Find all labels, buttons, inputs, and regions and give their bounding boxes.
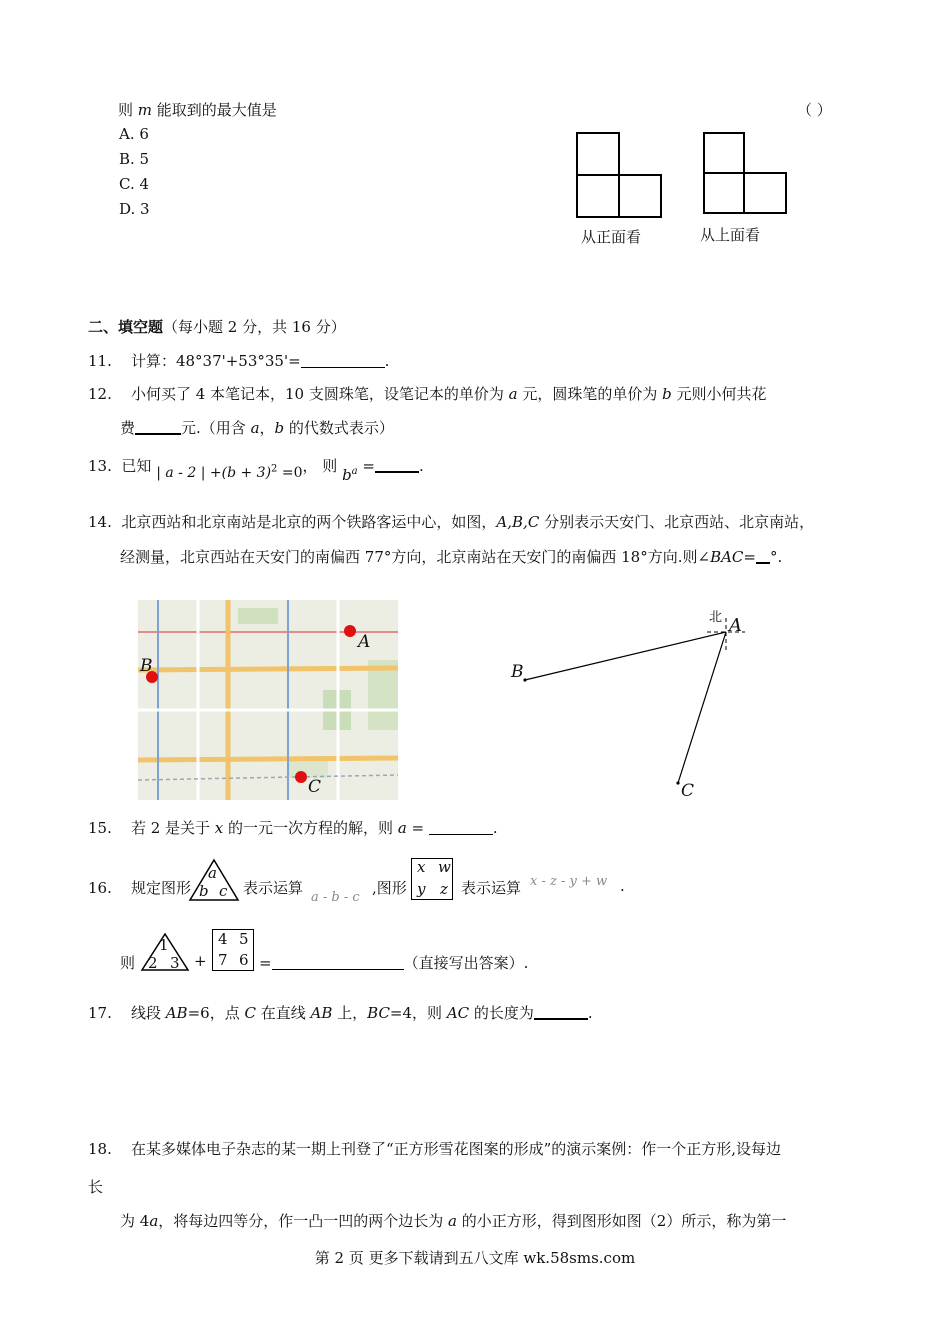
q14-line2: 经测量，北京西站在天安门的南偏西 77°方向，北京南站在天安门的南偏西 18°方向.则∠BAC= °.: [120, 548, 783, 566]
top-view-label: 从上面看: [700, 226, 761, 244]
diagram-label-a: A: [729, 615, 742, 636]
q11: 11. 计算：48°37'+53°35'= .: [88, 352, 390, 370]
q12-line1: 12. 小何买了 4 本笔记本，10 支圆珠笔，设笔记本的单价为 a 元，圆珠笔的单价为 b 元则小何共花: [88, 385, 767, 403]
map-label-b: B: [140, 656, 153, 676]
q16-op2: x - z - y + w: [530, 874, 608, 889]
beijing-map: [138, 600, 398, 800]
q16-line2-then: 则: [120, 954, 136, 972]
q16-op1-label: 表示运算: [243, 879, 304, 897]
tri-br: c: [219, 882, 228, 900]
q13: 13. 已知 | a - 2 | $+(b + 3)^2 =0$， 则 $b^a$ = .: [88, 457, 424, 484]
page-footer: 第 2 页 更多下载请到五八文库 wk.58sms.com: [314, 1249, 636, 1267]
sq-bl: y: [417, 880, 426, 898]
section-title: 二、填空题（每小题 2 分，共 16 分）: [88, 318, 346, 336]
map-label-a: A: [358, 632, 371, 652]
option-a: A. 6: [119, 125, 149, 143]
diagram-north: 北: [709, 610, 723, 625]
q18-line2: 长: [88, 1178, 104, 1196]
map-drawing: [138, 600, 398, 800]
t2-br: 3: [170, 954, 180, 972]
map-label-c: C: [308, 777, 322, 797]
diagram-label-c: C: [681, 781, 695, 801]
s2-tl: 4: [218, 930, 228, 948]
plus-sign: +: [194, 952, 207, 970]
q15: 15. 若 2 是关于 x 的一元一次方程的解，则 a = .: [88, 819, 498, 837]
option-c: C. 4: [119, 175, 150, 193]
t2-bl: 2: [148, 954, 158, 972]
q16-op2-label: 表示运算: [461, 879, 522, 897]
q18-line3: 为 4a，将每边四等分，作一凸一凹的两个边长为 a 的小正方形，得到图形如图（2）所示，称为第一: [120, 1212, 787, 1230]
sq-tr: w: [438, 858, 451, 876]
s2-bl: 7: [218, 951, 228, 969]
s2-br: 6: [239, 951, 249, 969]
q16-line2-answer: = （直接写出答案）.: [259, 954, 529, 972]
front-view-label: 从正面看: [581, 228, 642, 246]
s2-tr: 5: [239, 930, 249, 948]
q18-line1: 18. 在某多媒体电子杂志的某一期上刊登了“正方形雪花图案的形成”的演示案例：作一个正方形,设每边: [88, 1140, 782, 1158]
q16-end: .: [620, 877, 625, 895]
option-d: D. 3: [119, 200, 150, 218]
diagram-label-b: B: [511, 662, 524, 682]
tri-top: a: [208, 864, 217, 882]
q16-line1-a: 16. 规定图形: [88, 879, 191, 897]
sq-br: z: [440, 880, 448, 898]
tri-bl: b: [199, 882, 209, 900]
q17: 17. 线段 AB=6，点 C 在直线 AB 上，BC=4，则 AC 的长度为 .: [88, 1004, 593, 1022]
q16-shape2-label: ,图形: [372, 879, 407, 897]
direction-diagram: [500, 600, 760, 810]
q10-stem: 则 m 能取到的最大值是: [118, 101, 277, 119]
option-b: B. 5: [119, 150, 150, 168]
q16-op1: a - b - c: [311, 890, 360, 905]
t2-top: 1: [159, 936, 169, 954]
q12-line2: 费 元.（用含 a，b 的代数式表示）: [120, 419, 394, 437]
q14-line1: 14. 北京西站和北京南站是北京的两个铁路客运中心，如图，A,B,C 分别表示天安门、北京西站、北京南站，: [88, 513, 815, 531]
sq-tl: x: [417, 858, 426, 876]
answer-bracket: （ ）: [797, 101, 832, 119]
